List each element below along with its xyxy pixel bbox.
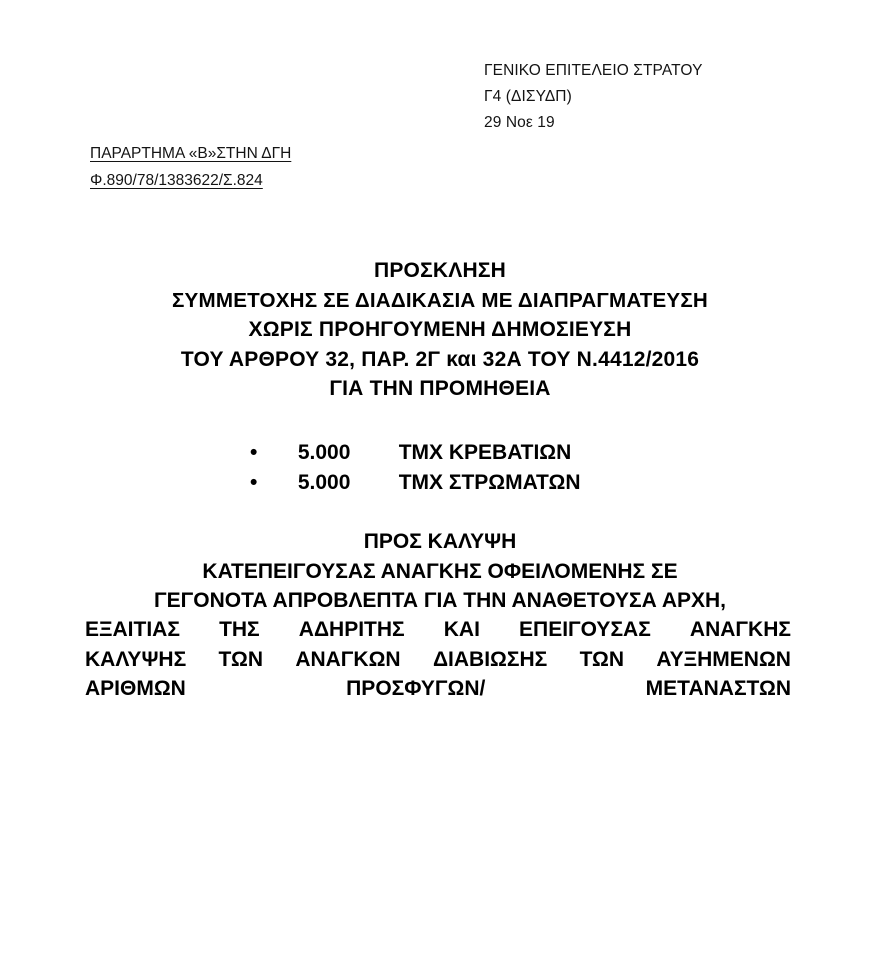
word: ΑΡΙΘΜΩΝ [85, 677, 186, 700]
item-quantity: 5.000 [297, 441, 351, 464]
word: ΑΝΑΓΚΗΣ [689, 618, 791, 641]
heading-line-4: ΤΟΥ ΑΡΘΡΟΥ 32, ΠΑΡ. 2Γ και 32Α ΤΟΥ Ν.4412/2016 [180, 347, 700, 371]
heading-line-2: ΣΥΜΜΕΤΟΧΗΣ ΣΕ ΔΙΑΔΙΚΑΣΙΑ ΜΕ ΔΙΑΠΡΑΓΜΑΤΕΥΣΗ [171, 288, 708, 312]
item-description: ΤΜΧ ΣΤΡΩΜΑΤΩΝ [398, 471, 581, 494]
item-description: ΤΜΧ ΚΡΕΒΑΤΙΩΝ [398, 441, 572, 464]
annex-reference: ΠΑΡΑΡΤΗΜΑ «Β»ΣΤΗΝ ΔΓΗ [90, 145, 292, 162]
heading-line-5: ΓΙΑ ΤΗΝ ΠΡΟΜΗΘΕΙΑ [329, 377, 551, 400]
justified-line-1 [85, 615, 791, 645]
purpose-line-1: ΠΡΟΣ ΚΑΛΥΨΗ [363, 530, 517, 553]
word: ΤΩΝ [579, 647, 625, 671]
item-quantity: 5.000 [297, 471, 351, 494]
purpose-line-2: ΚΑΤΕΠΕΙΓΟΥΣΑΣ ΑΝΑΓΚΗΣ ΟΦΕΙΛΟΜΕΝΗΣ ΣΕ [202, 559, 678, 583]
justification-paragraph [85, 615, 791, 704]
reference-block [90, 140, 291, 194]
main-heading [60, 256, 820, 404]
word: ΚΑΛΥΨΗΣ [85, 647, 187, 671]
list-item [60, 468, 820, 498]
word: ΤΩΝ [218, 647, 263, 671]
word: ΑΔΗΡΙΤΗΣ [298, 618, 405, 641]
issuer-department: Γ4 (ΔΙΣΥΔΠ) [484, 88, 572, 105]
annex-reference-row [90, 140, 291, 167]
word: ΑΥΞΗΜΕΝΩΝ [656, 647, 791, 671]
issuer-block [484, 58, 814, 136]
heading-line-3: ΧΩΡΙΣ ΠΡΟΗΓΟΥΜΕΝΗ ΔΗΜΟΣΙΕΥΣΗ [248, 318, 632, 341]
bullet-icon: • [250, 441, 258, 464]
purpose-line-3: ΓΕΓΟΝΟΤΑ ΑΠΡΟΒΛΕΠΤΑ ΓΙΑ ΤΗΝ ΑΝΑΘΕΤΟΥΣΑ ΑΡΧΗ, [153, 589, 726, 612]
word: ΔΙΑΒΙΩΣΗΣ [432, 647, 548, 671]
word: ΜΕΤΑΝΑΣΤΩΝ [645, 677, 791, 700]
issuer-authority: ΓΕΝΙΚΟ ΕΠΙΤΕΛΕΙΟ ΣΤΡΑΤΟΥ [484, 62, 703, 79]
word: ΕΞΑΙΤΙΑΣ [85, 618, 180, 641]
bullet-icon: • [250, 471, 258, 494]
protocol-reference: Φ.890/78/1383622/Σ.824 [90, 172, 263, 189]
word: ΤΗΣ [219, 618, 260, 641]
word: ΠΡΟΣΦΥΓΩΝ/ [346, 677, 486, 700]
word: ΑΝΑΓΚΩΝ [295, 647, 401, 671]
list-item [60, 438, 820, 468]
issuer-date: 29 Νοε 19 [484, 114, 555, 131]
justified-line-3 [85, 674, 791, 704]
procurement-items-list [60, 438, 820, 498]
heading-line-1: ΠΡΟΣΚΛΗΣΗ [373, 259, 506, 282]
word: ΚΑΙ [443, 618, 480, 641]
protocol-reference-row [90, 167, 291, 194]
word: ΕΠΕΙΓΟΥΣΑΣ [519, 618, 651, 641]
purpose-block [60, 527, 820, 616]
justified-line-2 [85, 645, 791, 675]
